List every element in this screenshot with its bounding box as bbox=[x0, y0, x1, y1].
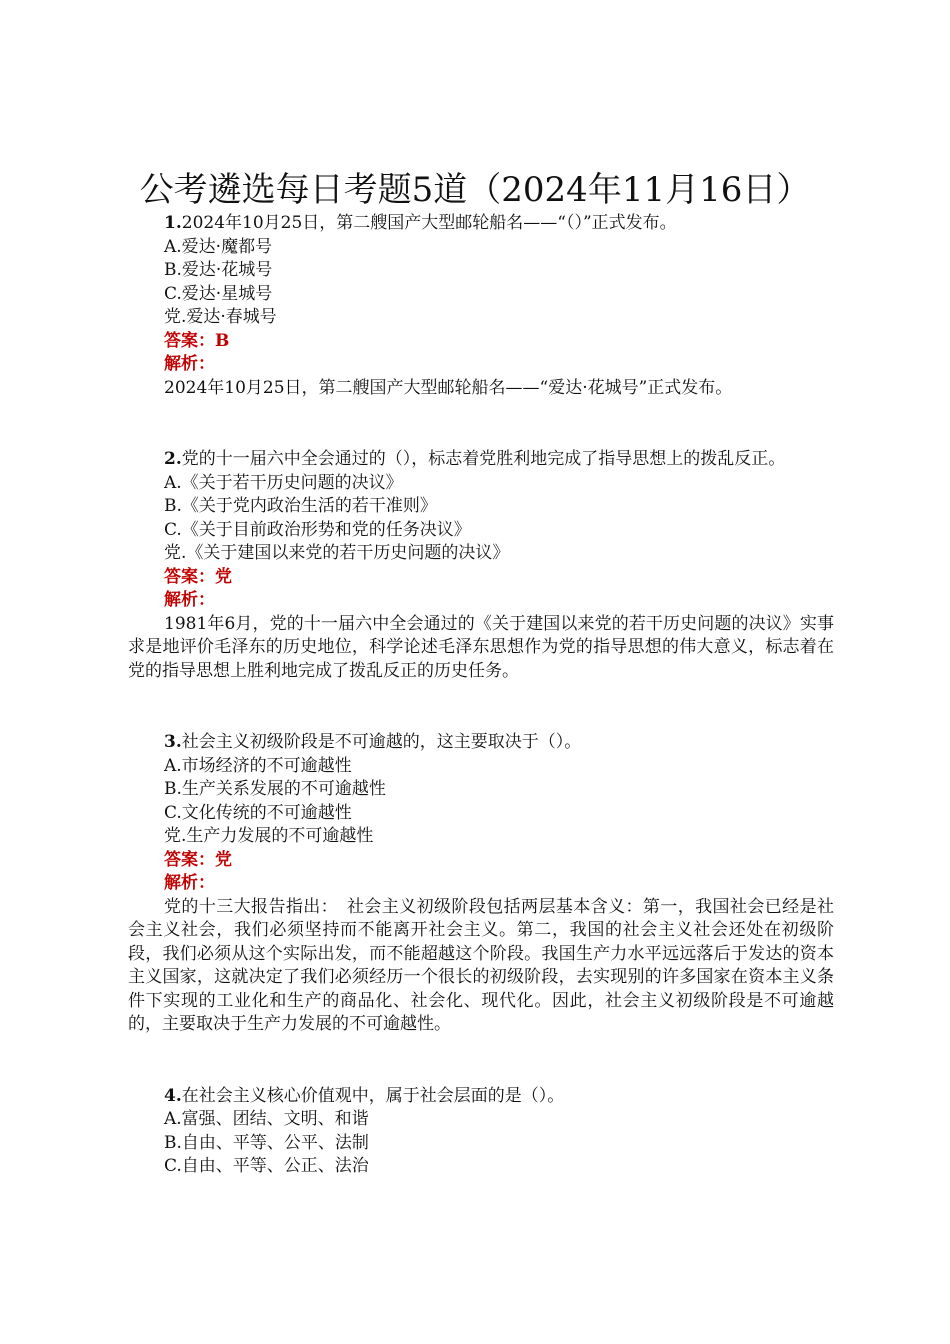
option-c: C.自由、平等、公正、法治 bbox=[164, 1156, 369, 1176]
question-2 bbox=[128, 448, 834, 683]
analysis-label: 解析： bbox=[164, 354, 215, 374]
option-b: B.爱达·花城号 bbox=[164, 260, 273, 280]
analysis-label: 解析： bbox=[164, 873, 215, 893]
question-stem bbox=[128, 1085, 834, 1109]
question-number: 2. bbox=[164, 449, 182, 469]
option-d: 党.生产力发展的不可逾越性 bbox=[164, 826, 374, 846]
option-c: C.爱达·星城号 bbox=[164, 283, 273, 304]
analysis-text: 党的十三大报告指出： 社会主义初级阶段包括两层基本含义：第一，我国社会已经是社会主义社会，我们必须坚持而不能离开社会主义。第二，我国的社会主义社会还处在初级阶段，我们必须从这个实际出发，而不能超越这个阶段。我国生产力水平远远落后于发达的资本主义国家，这就决定了我们必须经历一个很长的初级阶段，去实现别的许多国家在资本主义条件下实现的工业化和生产的商品化、社会化、现代化。因此，社会主义初级阶段是不可逾越的，主要取决于生产力发展的不可逾越性。 bbox=[128, 896, 834, 1034]
question-1 bbox=[128, 212, 834, 400]
question-text: 党的十一届六中全会通过的（），标志着党胜利地完成了指导思想上的拨乱反正。 bbox=[181, 449, 786, 469]
question-text: 在社会主义核心价值观中，属于社会层面的是（）。 bbox=[181, 1085, 565, 1106]
analysis-text: 1981年6月，党的十一届六中全会通过的《关于建国以来党的若干历史问题的决议》实事求是地评价毛泽东的历史地位，科学论述毛泽东思想作为党的指导思想的伟大意义，标志着在党的指导思想上胜利地完成了拨乱反正的历史任务。 bbox=[128, 613, 834, 681]
answer: 答案：党 bbox=[164, 849, 232, 870]
question-stem bbox=[128, 212, 834, 236]
page-title: 公考遴选每日考题5道（2024年11月16日） bbox=[139, 170, 811, 210]
question-number: 4. bbox=[164, 1085, 182, 1106]
option-b: B.自由、平等、公平、法制 bbox=[164, 1132, 369, 1153]
option-a: A.《关于若干历史问题的决议》 bbox=[164, 472, 403, 493]
question-number: 3. bbox=[164, 732, 182, 752]
option-a: A.爱达·魔都号 bbox=[164, 236, 273, 257]
option-c: C.《关于目前政治形势和党的任务决议》 bbox=[164, 519, 471, 540]
question-text: 社会主义初级阶段是不可逾越的，这主要取决于（）。 bbox=[181, 732, 582, 752]
option-b: B.《关于党内政治生活的若干准则》 bbox=[164, 496, 437, 516]
question-number: 1. bbox=[164, 213, 182, 233]
analysis-text: 2024年10月25日，第二艘国产大型邮轮船名——“爱达·花城号”正式发布。 bbox=[164, 377, 733, 398]
option-d: 党.爱达·春城号 bbox=[164, 307, 277, 327]
question-stem bbox=[128, 448, 834, 472]
answer: 答案：B bbox=[164, 330, 230, 351]
question-3 bbox=[128, 731, 834, 1037]
option-a: A.富强、团结、文明、和谐 bbox=[164, 1109, 369, 1129]
option-a: A.市场经济的不可逾越性 bbox=[164, 755, 352, 776]
question-stem bbox=[128, 731, 834, 755]
option-c: C.文化传统的不可逾越性 bbox=[164, 802, 352, 823]
question-list bbox=[128, 212, 834, 1227]
analysis-label: 解析： bbox=[164, 590, 215, 610]
option-b: B.生产关系发展的不可逾越性 bbox=[164, 779, 386, 799]
option-d: 党.《关于建国以来党的若干历史问题的决议》 bbox=[164, 543, 510, 563]
question-4 bbox=[128, 1085, 834, 1179]
answer: 答案：党 bbox=[164, 566, 232, 587]
question-text: 2024年10月25日，第二艘国产大型邮轮船名——“（）”正式发布。 bbox=[181, 213, 677, 233]
